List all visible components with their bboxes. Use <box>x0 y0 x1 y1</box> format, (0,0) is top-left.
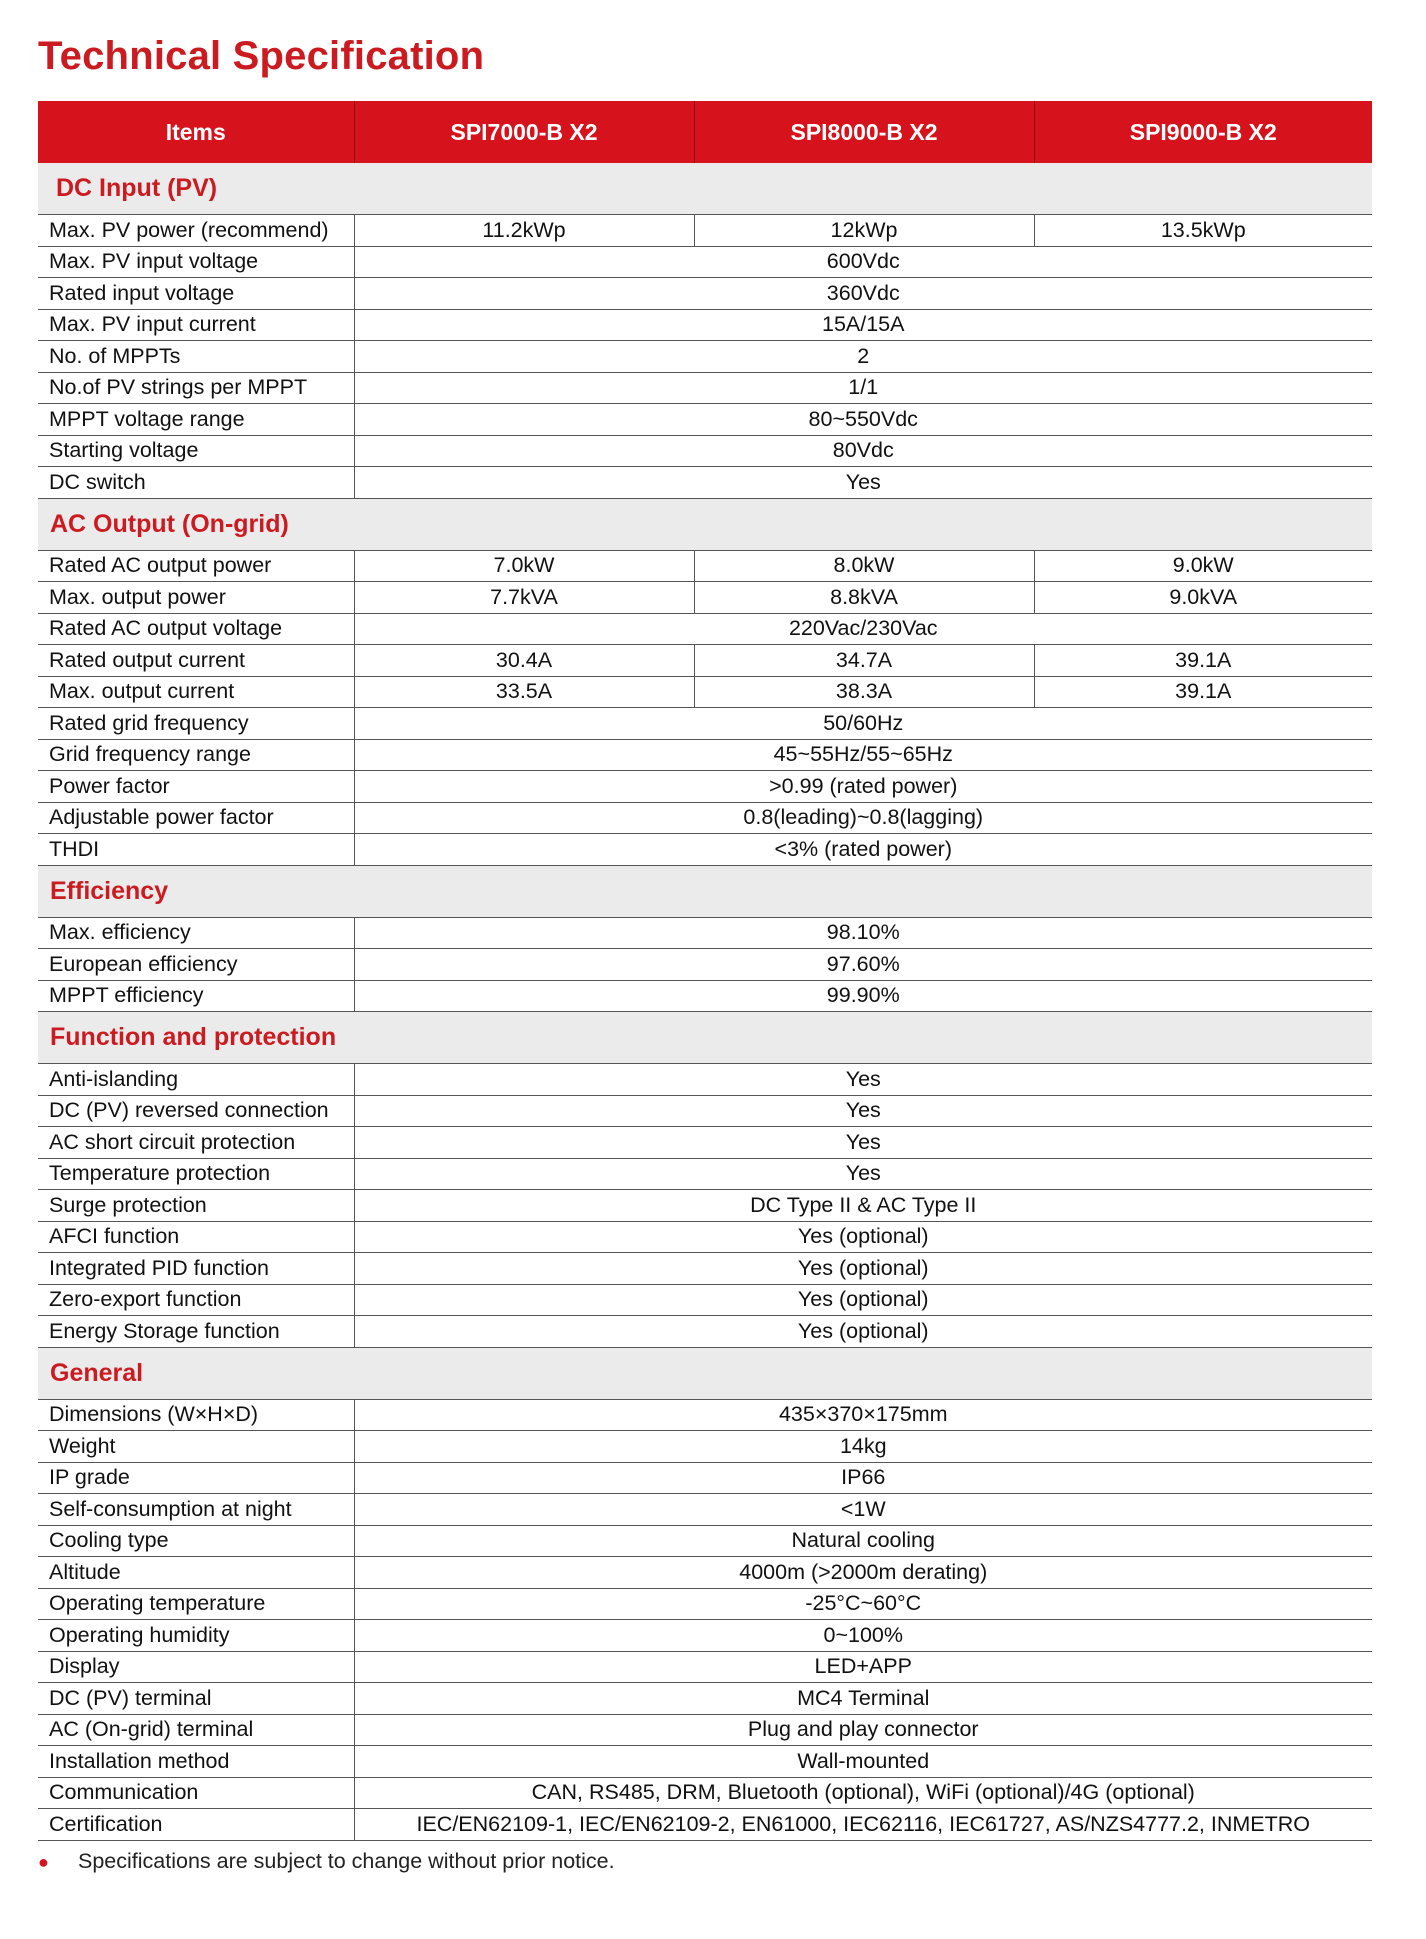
table-row <box>38 739 1372 771</box>
table-row <box>38 435 1372 467</box>
row-value: CAN, RS485, DRM, Bluetooth (optional), WiFi (optional)/4G (optional) <box>354 1777 1372 1809</box>
row-value-model-2: 38.3A <box>694 676 1034 708</box>
table-row <box>38 1777 1372 1809</box>
row-value: 98.10% <box>354 917 1372 949</box>
table-row <box>38 917 1372 949</box>
row-value-model-2: 12kWp <box>694 215 1034 247</box>
row-label: Adjustable power factor <box>38 802 354 834</box>
bullet-icon: ● <box>38 1852 49 1872</box>
row-value: 80~550Vdc <box>354 404 1372 436</box>
row-value: 80Vdc <box>354 435 1372 467</box>
row-value-model-2: 8.0kW <box>694 550 1034 582</box>
table-row <box>38 1714 1372 1746</box>
row-value-model-1: 30.4A <box>354 645 694 677</box>
table-row <box>38 1316 1372 1348</box>
row-value-model-3: 39.1A <box>1034 645 1372 677</box>
row-value: 2 <box>354 341 1372 373</box>
table-row <box>38 1651 1372 1683</box>
table-row <box>38 676 1372 708</box>
row-label: AC (On-grid) terminal <box>38 1714 354 1746</box>
table-row <box>38 1431 1372 1463</box>
row-value: 15A/15A <box>354 309 1372 341</box>
row-label: Altitude <box>38 1557 354 1589</box>
section-title: General <box>38 1347 1372 1399</box>
row-value: Yes <box>354 1064 1372 1096</box>
row-label: Weight <box>38 1431 354 1463</box>
spec-table <box>38 101 1372 1841</box>
row-value: 600Vdc <box>354 246 1372 278</box>
section-title: Function and protection <box>38 1012 1372 1064</box>
table-row <box>38 949 1372 981</box>
header-model-2: SPI8000-B X2 <box>694 101 1034 163</box>
row-label: Max. PV input current <box>38 309 354 341</box>
section-title: AC Output (On-grid) <box>38 498 1372 550</box>
table-row <box>38 215 1372 247</box>
table-row <box>38 1190 1372 1222</box>
table-row <box>38 404 1372 436</box>
row-label: Max. PV input voltage <box>38 246 354 278</box>
table-row <box>38 613 1372 645</box>
row-label: Temperature protection <box>38 1158 354 1190</box>
row-label: Anti-islanding <box>38 1064 354 1096</box>
table-row <box>38 582 1372 614</box>
row-label: AFCI function <box>38 1221 354 1253</box>
section-header <box>38 163 1372 215</box>
row-value-model-2: 8.8kVA <box>694 582 1034 614</box>
table-row <box>38 1525 1372 1557</box>
spec-table-body <box>38 163 1372 1840</box>
row-value: Yes (optional) <box>354 1253 1372 1285</box>
table-row <box>38 1746 1372 1778</box>
row-label: Power factor <box>38 771 354 803</box>
header-model-1: SPI7000-B X2 <box>354 101 694 163</box>
row-label: Rated AC output power <box>38 550 354 582</box>
row-label: Installation method <box>38 1746 354 1778</box>
row-label: MPPT voltage range <box>38 404 354 436</box>
row-label: Operating temperature <box>38 1588 354 1620</box>
row-label: DC switch <box>38 467 354 499</box>
page-title: Technical Specification <box>38 34 485 78</box>
row-label: No. of MPPTs <box>38 341 354 373</box>
row-label: Rated output current <box>38 645 354 677</box>
row-value: IEC/EN62109-1, IEC/EN62109-2, EN61000, IEC62116, IEC61727, AS/NZS4777.2, INMETRO <box>354 1809 1372 1841</box>
header-items: Items <box>38 101 354 163</box>
row-value: 435×370×175mm <box>354 1399 1372 1431</box>
row-value: Natural cooling <box>354 1525 1372 1557</box>
table-row <box>38 1284 1372 1316</box>
row-value: Yes <box>354 1158 1372 1190</box>
row-label: Integrated PID function <box>38 1253 354 1285</box>
row-label: No.of PV strings per MPPT <box>38 372 354 404</box>
row-value: Yes (optional) <box>354 1316 1372 1348</box>
table-row <box>38 1095 1372 1127</box>
row-label: Display <box>38 1651 354 1683</box>
row-label: THDI <box>38 834 354 866</box>
table-row <box>38 1620 1372 1652</box>
row-value: 50/60Hz <box>354 708 1372 740</box>
section-header <box>38 865 1372 917</box>
row-value: Yes (optional) <box>354 1221 1372 1253</box>
table-row <box>38 246 1372 278</box>
table-row <box>38 802 1372 834</box>
row-label: Certification <box>38 1809 354 1841</box>
row-value: 1/1 <box>354 372 1372 404</box>
header-row <box>38 101 1372 163</box>
row-value: MC4 Terminal <box>354 1683 1372 1715</box>
row-value: >0.99 (rated power) <box>354 771 1372 803</box>
row-label: Communication <box>38 1777 354 1809</box>
row-value: LED+APP <box>354 1651 1372 1683</box>
row-value: Yes <box>354 1095 1372 1127</box>
row-value-model-1: 33.5A <box>354 676 694 708</box>
row-value: Yes <box>354 467 1372 499</box>
table-row <box>38 708 1372 740</box>
footnote-text: Specifications are subject to change without prior notice. <box>78 1849 615 1873</box>
row-value: 99.90% <box>354 980 1372 1012</box>
table-row <box>38 1221 1372 1253</box>
row-value: <1W <box>354 1494 1372 1526</box>
row-value: 4000m (>2000m derating) <box>354 1557 1372 1589</box>
row-value: -25°C~60°C <box>354 1588 1372 1620</box>
row-value: Yes <box>354 1127 1372 1159</box>
row-value: 0.8(leading)~0.8(lagging) <box>354 802 1372 834</box>
row-value: Plug and play connector <box>354 1714 1372 1746</box>
row-label: DC (PV) reversed connection <box>38 1095 354 1127</box>
row-value-model-2: 34.7A <box>694 645 1034 677</box>
row-label: Grid frequency range <box>38 739 354 771</box>
table-row <box>38 1399 1372 1431</box>
row-value-model-1: 7.0kW <box>354 550 694 582</box>
row-value: 97.60% <box>354 949 1372 981</box>
table-row <box>38 309 1372 341</box>
table-row <box>38 1462 1372 1494</box>
table-row <box>38 1683 1372 1715</box>
row-value: 45~55Hz/55~65Hz <box>354 739 1372 771</box>
row-label: DC (PV) terminal <box>38 1683 354 1715</box>
row-label: Starting voltage <box>38 435 354 467</box>
row-value-model-3: 9.0kVA <box>1034 582 1372 614</box>
row-label: Max. PV power (recommend) <box>38 215 354 247</box>
table-row <box>38 1588 1372 1620</box>
row-label: AC short circuit protection <box>38 1127 354 1159</box>
row-value: DC Type II & AC Type II <box>354 1190 1372 1222</box>
footnote <box>38 1849 615 1874</box>
table-row <box>38 550 1372 582</box>
table-row <box>38 771 1372 803</box>
row-value: 14kg <box>354 1431 1372 1463</box>
row-value: 360Vdc <box>354 278 1372 310</box>
table-row <box>38 1809 1372 1841</box>
table-row <box>38 1557 1372 1589</box>
row-label: Operating humidity <box>38 1620 354 1652</box>
table-row <box>38 980 1372 1012</box>
table-row <box>38 467 1372 499</box>
row-label: Rated AC output voltage <box>38 613 354 645</box>
row-value-model-1: 11.2kWp <box>354 215 694 247</box>
row-label: MPPT efficiency <box>38 980 354 1012</box>
table-row <box>38 278 1372 310</box>
row-value: IP66 <box>354 1462 1372 1494</box>
row-value: 0~100% <box>354 1620 1372 1652</box>
table-row <box>38 341 1372 373</box>
row-label: Dimensions (W×H×D) <box>38 1399 354 1431</box>
row-label: Zero-export function <box>38 1284 354 1316</box>
row-value: 220Vac/230Vac <box>354 613 1372 645</box>
row-value: <3% (rated power) <box>354 834 1372 866</box>
table-row <box>38 1253 1372 1285</box>
row-value: Wall-mounted <box>354 1746 1372 1778</box>
section-header <box>38 498 1372 550</box>
row-label: Surge protection <box>38 1190 354 1222</box>
row-label: European efficiency <box>38 949 354 981</box>
table-row <box>38 1127 1372 1159</box>
row-value-model-3: 39.1A <box>1034 676 1372 708</box>
section-title: Efficiency <box>38 865 1372 917</box>
table-row <box>38 372 1372 404</box>
row-value-model-3: 9.0kW <box>1034 550 1372 582</box>
row-label: Cooling type <box>38 1525 354 1557</box>
table-row <box>38 1064 1372 1096</box>
spec-table-header <box>38 101 1372 163</box>
row-label: Max. output current <box>38 676 354 708</box>
row-label: Self-consumption at night <box>38 1494 354 1526</box>
section-header <box>38 1012 1372 1064</box>
row-value: Yes (optional) <box>354 1284 1372 1316</box>
table-row <box>38 1158 1372 1190</box>
table-row <box>38 1494 1372 1526</box>
table-row <box>38 645 1372 677</box>
section-header <box>38 1347 1372 1399</box>
row-label: Energy Storage function <box>38 1316 354 1348</box>
row-label: Max. efficiency <box>38 917 354 949</box>
row-label: Rated input voltage <box>38 278 354 310</box>
table-row <box>38 834 1372 866</box>
section-title: DC Input (PV) <box>38 163 1372 215</box>
row-label: Max. output power <box>38 582 354 614</box>
row-label: Rated grid frequency <box>38 708 354 740</box>
row-value-model-3: 13.5kWp <box>1034 215 1372 247</box>
row-label: IP grade <box>38 1462 354 1494</box>
header-model-3: SPI9000-B X2 <box>1034 101 1372 163</box>
row-value-model-1: 7.7kVA <box>354 582 694 614</box>
